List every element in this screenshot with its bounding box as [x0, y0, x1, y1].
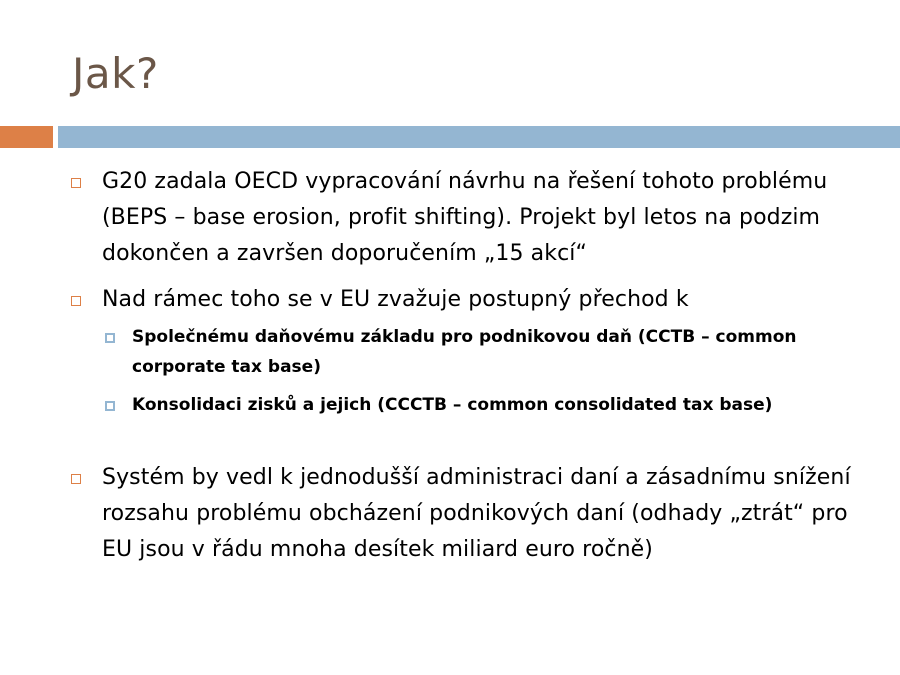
slide-content: [70, 164, 870, 568]
title-divider-bar: [58, 126, 900, 148]
square-bullet-icon: [71, 296, 81, 306]
bullet-text: Systém by vedl k jednodušší administraci daní a zásadnímu snížení rozsahu problému obcházení podnikových daní (odhady „ztrát“ pro EU jsou v řádu mnoha desítek miliard euro ročně): [102, 465, 851, 562]
sub-bullet-text: Společnému daňovému základu pro podnikovou daň (CCTB – common corporate tax base): [132, 327, 797, 377]
accent-bar: [0, 126, 53, 148]
slide-title: Jak?: [72, 49, 159, 98]
bullet-item: [70, 282, 870, 318]
square-bullet-icon: [71, 474, 81, 484]
sub-bullet-text: Konsolidaci zisků a jejich (CCCTB – common consolidated tax base): [132, 395, 773, 415]
bullet-text: Nad rámec toho se v EU zvažuje postupný přechod k: [102, 287, 689, 312]
bullet-item: [70, 460, 870, 568]
square-bullet-icon: [71, 178, 81, 188]
sub-bullet-item: [102, 322, 870, 382]
bullet-item: [70, 164, 870, 272]
sub-bullet-item: [102, 390, 870, 420]
square-sub-bullet-icon: [105, 333, 115, 343]
bullet-text: G20 zadala OECD vypracování návrhu na řešení tohoto problému (BEPS – base erosion, profit shifting). Projekt byl letos na podzim dokončen a završen doporučením „15 akcí“: [102, 169, 828, 266]
square-sub-bullet-icon: [105, 401, 115, 411]
